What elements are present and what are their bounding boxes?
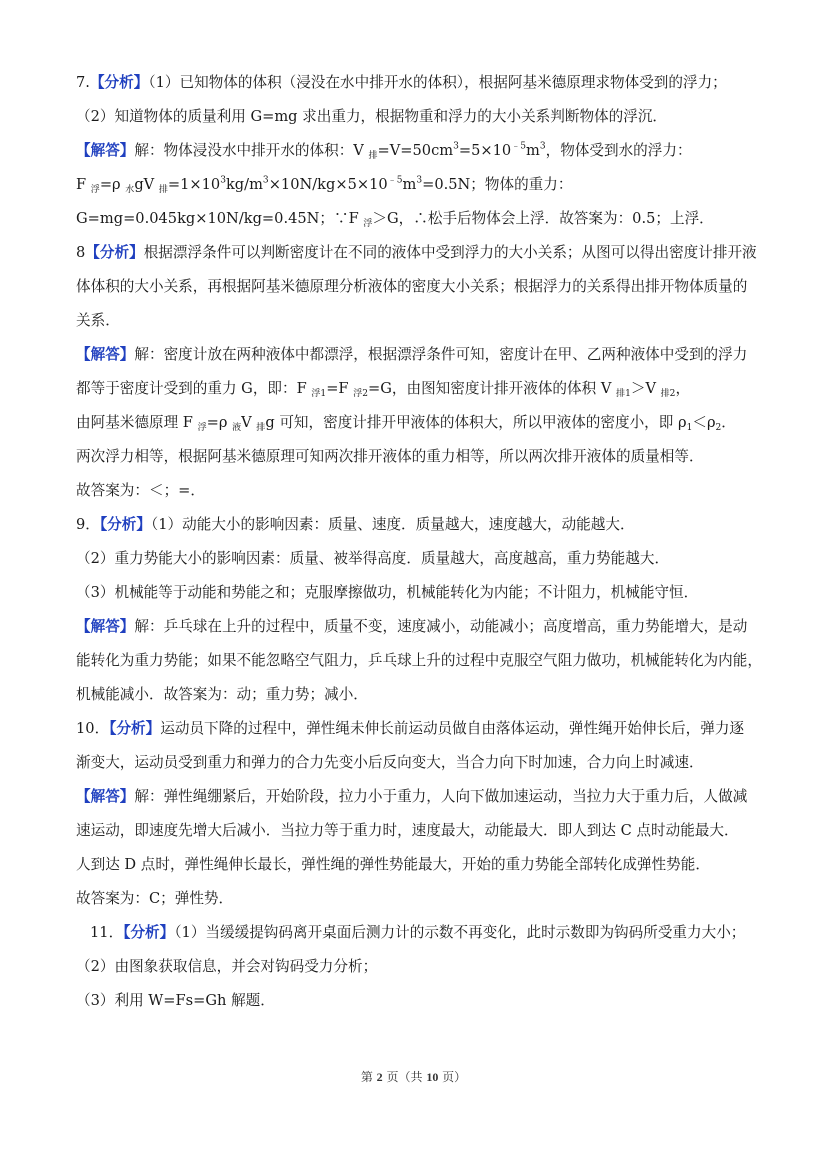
section-tag: 【分析】 (89, 74, 149, 91)
superscript: 3 (453, 141, 459, 152)
text-run: 解：弹性绳绷紧后，开始阶段，拉力小于重力，人向下做加速运动，当拉力大于重力后，人做减 (134, 788, 748, 805)
text-line (76, 549, 766, 569)
text-run: 由阿基米德原理 F (76, 414, 198, 431)
footer-pre: 第 (360, 1070, 377, 1084)
superscript: ﹣5 (387, 175, 403, 186)
text-line (76, 73, 766, 93)
text-line (76, 821, 766, 841)
subscript: 排 (368, 151, 378, 162)
footer-post: 页） (438, 1070, 467, 1084)
text-run: ． (721, 414, 736, 431)
text-run: =V=50cm (377, 142, 454, 159)
text-line (76, 345, 766, 365)
superscript: 3 (220, 175, 226, 186)
text-run: 故答案为：C；弹性势． (76, 890, 234, 907)
text-run: =0.5N；物体的重力： (422, 176, 573, 193)
section-tag: 【分析】 (109, 720, 161, 737)
section-tag: 【解答】 (76, 142, 135, 159)
text-run: 7. (76, 74, 90, 91)
text-line (76, 651, 766, 671)
text-line (76, 107, 766, 127)
text-line (76, 685, 766, 705)
text-run: F (76, 176, 91, 193)
text-run: =1×10 (167, 176, 221, 193)
text-run: m (526, 142, 540, 159)
text-run: （2）由图象获取信息，并会对钩码受力分析； (76, 958, 378, 975)
text-run: 两次浮力相等，根据阿基米德原理可知两次排开液体的重力相等，所以两次排开液体的质量相等． (76, 448, 704, 465)
text-run: ， (675, 380, 691, 397)
text-run: 机械能减小．故答案为：动；重力势；减小． (76, 686, 368, 703)
text-run: 根据漂浮条件可以判断密度计在不同的液体中受到浮力的大小关系；从图可以得出密度计排开液 (143, 244, 757, 261)
text-run: （2）重力势能大小的影响因素：质量、被举得高度．质量越大，高度越高，重力势能越大． (76, 550, 670, 567)
page-footer (0, 1068, 827, 1085)
text-run: G=mg=0.045kg×10N/kg=0.45N；∵F (76, 210, 364, 227)
text-run: ＞G，∴松手后物体会上浮．故答案为：0.5；上浮． (372, 210, 714, 227)
text-run: 解：乒乓球在上升的过程中，质量不变，速度减小，动能减小；高度增高，重力势能增大，是动 (134, 618, 748, 635)
text-run: g 可知，密度计排开甲液体的体积大，所以甲液体的密度小，即 ρ (265, 414, 687, 431)
subscript: 1 (686, 423, 693, 434)
text-run: 运动员下降的过程中，弹性绳未伸长前运动员做自由落体运动，弹性绳开始伸长后，弹力逐 (160, 720, 745, 737)
subscript: 浮 (90, 185, 100, 196)
text-run: 10． (76, 720, 110, 737)
text-run: m (402, 176, 417, 193)
text-run: 9． (76, 516, 100, 533)
text-line (76, 243, 766, 263)
text-run: =F (326, 380, 354, 397)
text-line (76, 379, 766, 399)
text-line (76, 311, 766, 331)
subscript: 2 (715, 423, 722, 434)
text-run: 解：密度计放在两种液体中都漂浮，根据漂浮条件可知，密度计在甲、乙两种液体中受到的浮力 (134, 346, 748, 363)
text-run: =ρ (206, 414, 233, 431)
text-run: V (241, 414, 257, 431)
subscript: 浮1 (311, 389, 327, 400)
text-line (76, 209, 766, 229)
subscript: 浮2 (353, 389, 369, 400)
text-run: 速运动，即速度先增大后减小．当拉力等于重力时，速度最大，动能最大．即人到达 C 点时动能最大． (76, 822, 739, 839)
text-run: ＞V (630, 380, 661, 397)
text-line (76, 481, 766, 501)
text-run: =G，由图知密度计排开液体的体积 V (368, 380, 617, 397)
text-line (76, 753, 766, 773)
text-run: gV (134, 176, 159, 193)
text-line (76, 787, 766, 807)
text-line (76, 413, 766, 433)
text-run: （2）知道物体的质量利用 G=mg 求出重力，根据物重和浮力的大小关系判断物体的浮沉． (76, 108, 668, 125)
text-run: （1）已知物体的体积（浸没在水中排开水的体积），根据阿基米德原理求物体受到的浮力； (148, 74, 727, 91)
total-pages: 10 (426, 1070, 439, 1084)
text-run: 关系． (76, 312, 120, 329)
section-tag: 【分析】 (99, 516, 151, 533)
superscript: 3 (539, 141, 546, 152)
subscript: 水 (125, 185, 135, 196)
text-run: =ρ (99, 176, 126, 193)
section-tag: 【分析】 (85, 244, 144, 261)
text-run: 能转化为重力势能；如果不能忽略空气阻力，乒乓球上升的过程中克服空气阻力做功，机械能转化为内能， (76, 652, 762, 669)
text-run: 故答案为：＜；=． (76, 482, 205, 499)
text-run: ，物体受到水的浮力： (545, 142, 692, 159)
text-line (76, 719, 766, 739)
text-line (76, 889, 766, 909)
text-line (76, 583, 766, 603)
text-line (76, 141, 766, 161)
text-run: （3）利用 W=Fs=Gh 解题． (76, 992, 275, 1009)
text-run: =5×10 (458, 142, 512, 159)
text-run: （1）当缓缓提钩码离开桌面后测力计的示数不再变化，此时示数即为钩码所受重力大小； (174, 924, 746, 941)
text-run: 解：物体浸没水中排开水的体积：V (134, 142, 369, 159)
text-line (76, 175, 766, 195)
subscript: 排 (158, 185, 168, 196)
text-run: 体体积的大小关系，再根据阿基米德原理分析液体的密度大小关系；根据浮力的关系得出排开物体质量的 (76, 278, 748, 295)
text-line (76, 957, 766, 977)
section-tag: 【解答】 (76, 346, 135, 363)
text-run: 11． (90, 924, 124, 941)
superscript: 3 (262, 175, 269, 186)
current-page-number: 2 (376, 1070, 383, 1084)
superscript: ﹣5 (511, 141, 526, 152)
section-tag: 【解答】 (76, 788, 135, 805)
text-line (90, 923, 780, 943)
subscript: 液 (232, 423, 242, 434)
text-line (76, 855, 766, 875)
text-line (76, 617, 766, 637)
text-run: （1）动能大小的影响因素：质量、速度．质量越大，速度越大，动能越大． (150, 516, 635, 533)
footer-mid: 页（共 (382, 1070, 427, 1084)
text-run: ×10N/kg×5×10 (268, 176, 388, 193)
text-run: 渐变大，运动员受到重力和弹力的合力先变小后反向变大，当合力向下时加速，合力向上时减速． (76, 754, 704, 771)
subscript: 排 (256, 423, 266, 434)
text-line (76, 991, 766, 1011)
section-tag: 【分析】 (123, 924, 175, 941)
text-run: kg/m (225, 176, 263, 193)
text-run: （3）机械能等于动能和势能之和；克服摩擦做功，机械能转化为内能；不计阻力，机械能守恒． (76, 584, 699, 601)
text-line (76, 515, 766, 535)
text-run: 8 (76, 244, 86, 261)
text-line (76, 447, 766, 467)
text-run: 人到达 D 点时，弹性绳伸长最长，弹性绳的弹性势能最大，开始的重力势能全部转化成弹性势能． (76, 856, 710, 873)
text-run: ＜ρ (692, 414, 716, 431)
subscript: 排2 (660, 389, 676, 400)
text-run: 都等于密度计受到的重力 G，即：F (76, 380, 312, 397)
subscript: 排1 (616, 389, 631, 400)
subscript: 浮 (363, 219, 373, 230)
superscript: 3 (416, 175, 423, 186)
text-line (76, 277, 766, 297)
section-tag: 【解答】 (76, 618, 135, 635)
subscript: 浮 (197, 423, 207, 434)
